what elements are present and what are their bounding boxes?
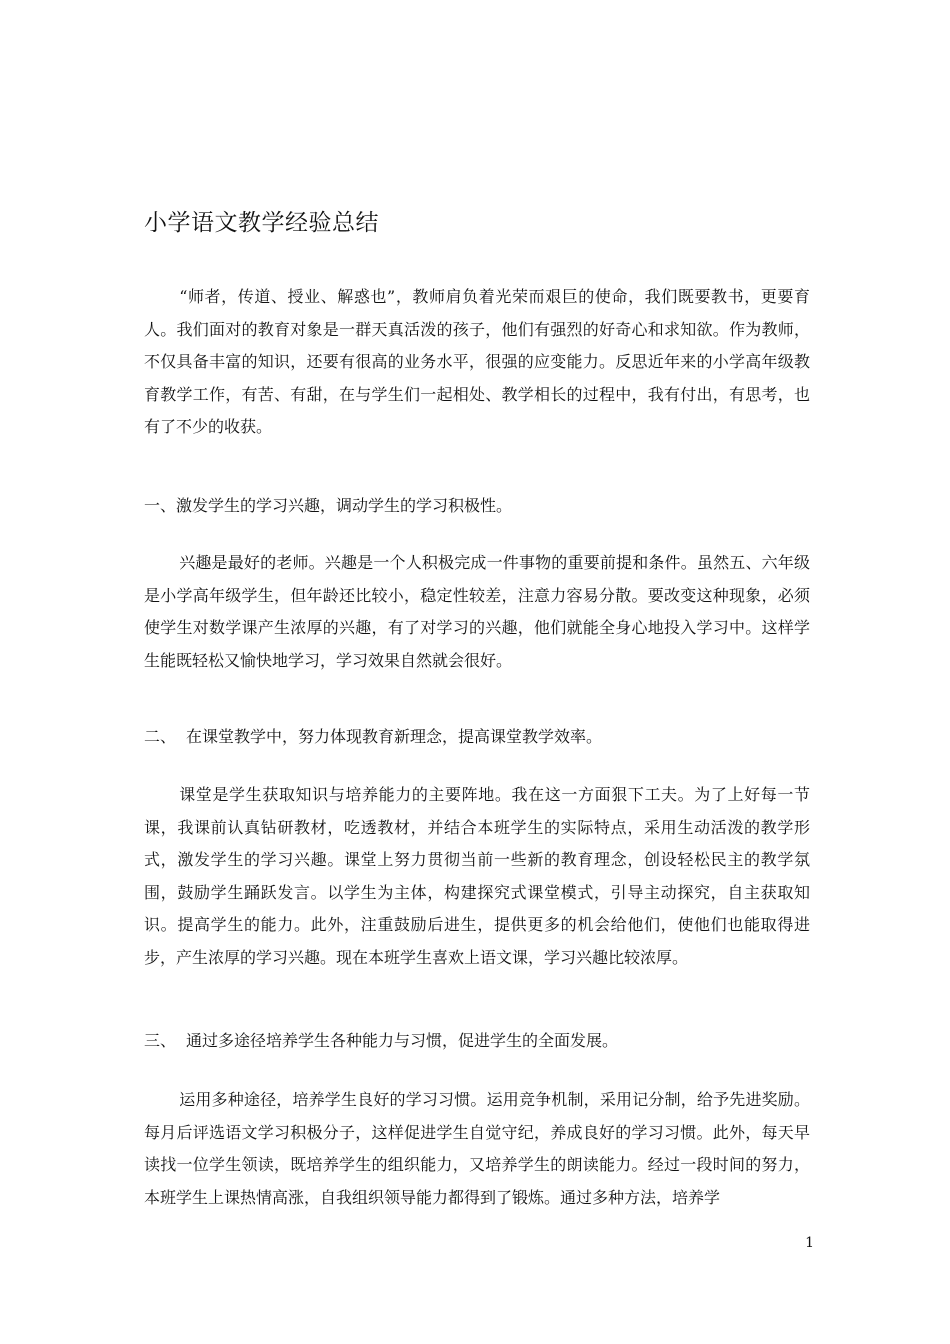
section-3-heading: 通过多途径培养学生各种能力与习惯，促进学生的全面发展。	[186, 1031, 619, 1050]
page-number: 1	[805, 1235, 814, 1251]
section-2-number: 二、	[144, 727, 177, 746]
section-2-heading: 在课堂教学中，努力体现教育新理念，提高课堂教学效率。	[186, 727, 603, 746]
section-2-heading-row	[144, 721, 810, 754]
section-3-heading-row	[144, 1025, 810, 1058]
section-1-heading: 一、激发学生的学习兴趣，调动学生的学习积极性。	[144, 496, 513, 515]
section-1-paragraph: 兴趣是最好的老师。兴趣是一个人积极完成一件事物的重要前提和条件。虽然五、六年级是小学高年级学生，但年龄还比较小，稳定性较差，注意力容易分散。要改变这种现象，必须使学生对数学课产生浓厚的兴趣，有了对学习的兴趣，他们就能全身心地投入学习中。这样学生能既轻松又愉快地学习，学习效果自然就会很好。	[144, 553, 810, 670]
intro-paragraph: “师者，传道、授业、解惑也”，教师肩负着光荣而艰巨的使命，我们既要教书，更要育人。我们面对的教育对象是一群天真活泼的孩子，他们有强烈的好奇心和求知欲。作为教师，不仅具备丰富的知识，还要有很高的业务水平，很强的应变能力。反思近年来的小学高年级教育教学工作，有苦、有甜，在与学生们一起相处、教学相长的过程中，我有付出，有思考，也有了不少的收获。	[144, 287, 810, 436]
section-3-paragraph: 运用多种途径，培养学生良好的学习习惯。运用竞争机制，采用记分制，给予先进奖励。每月后评选语文学习积极分子，这样促进学生自觉守纪，养成良好的学习习惯。此外，每天早读找一位学生领读，既培养学生的组织能力，又培养学生的朗读能力。经过一段时间的努力，本班学生上课热情高涨，自我组织领导能力都得到了锻炼。通过多种方法，培养学	[144, 1090, 810, 1207]
section-3-number: 三、	[144, 1031, 177, 1050]
section-2-paragraph: 课堂是学生获取知识与培养能力的主要阵地。我在这一方面狠下工夫。为了上好每一节课，我课前认真钻研教材，吃透教材，并结合本班学生的实际特点，采用生动活泼的教学形式，激发学生的学习兴趣。课堂上努力贯彻当前一些新的教育理念，创设轻松民主的教学氛围，鼓励学生踊跃发言。以学生为主体，构建探究式课堂模式，引导主动探究，自主获取知识。提高学生的能力。此外，注重鼓励后进生，提供更多的机会给他们，使他们也能取得进步，产生浓厚的学习兴趣。现在本班学生喜欢上语文课，学习兴趣比较浓厚。	[144, 785, 810, 967]
document-title: 小学语文教学经验总结	[144, 210, 379, 236]
